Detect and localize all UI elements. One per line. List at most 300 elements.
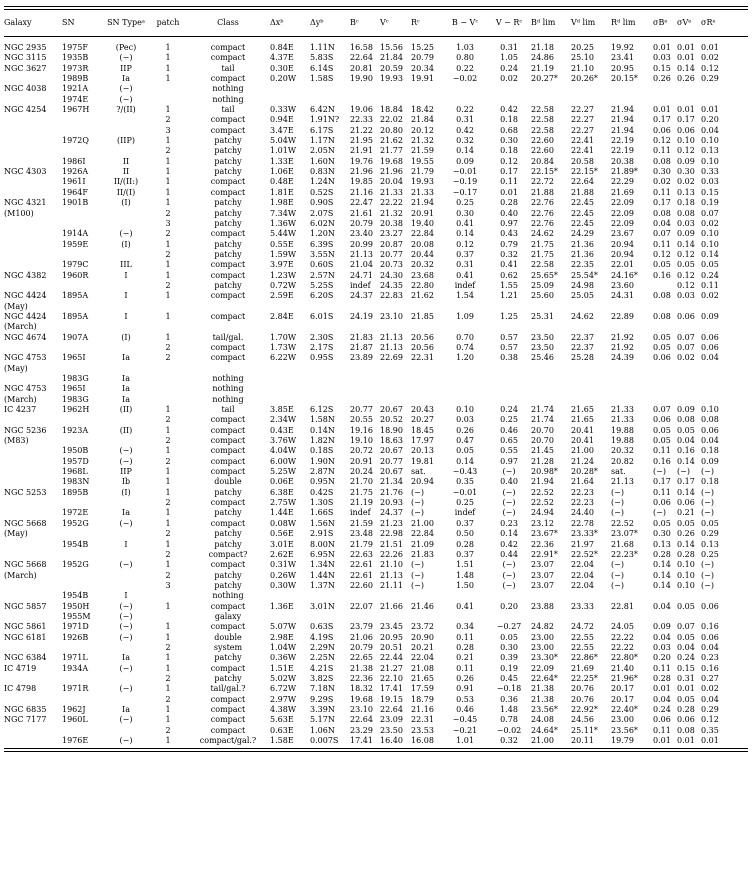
cell-blim: 23.07 xyxy=(531,580,554,590)
cell-type xyxy=(102,643,150,653)
table-row xyxy=(4,177,748,187)
table-row xyxy=(4,405,748,415)
cell-dy: 0.52S xyxy=(310,187,334,197)
cell-sr: 0.24 xyxy=(701,270,719,280)
cell-sn: 1983N xyxy=(62,477,90,487)
cell-cls: patchy xyxy=(214,208,242,218)
cell-bv: 0.25 xyxy=(456,498,474,508)
cell-vr: (−) xyxy=(502,580,516,590)
cell-sb: 0.11 xyxy=(653,446,671,456)
table-row xyxy=(4,312,748,322)
cell-galaxy: NGC 4674 xyxy=(4,332,47,342)
cell-cls: compact xyxy=(210,311,246,321)
cell-cls: patchy xyxy=(214,218,242,228)
cell-sv: 0.02 xyxy=(677,177,695,187)
cell-sr: 0.10 xyxy=(701,229,719,239)
cell-rlim: 24.16* xyxy=(611,270,638,280)
cell-dy: 6.12S xyxy=(310,405,334,415)
cell-type: I xyxy=(124,591,128,601)
cell-galaxy xyxy=(4,260,62,270)
cell-sb: 0.11 xyxy=(653,663,671,673)
cell-bv: 0.42 xyxy=(456,125,474,135)
cell-blim: 22.58 xyxy=(531,260,554,270)
cell-v xyxy=(380,395,411,405)
cell-blim: 21.94 xyxy=(531,477,554,487)
cell-vlim: 22.45 xyxy=(571,198,594,208)
cell-sb: 0.30 xyxy=(653,167,671,177)
cell-r xyxy=(411,364,443,374)
cell-dx: 0.48E xyxy=(270,177,294,187)
cell-rlim xyxy=(611,322,653,332)
table-row xyxy=(4,271,748,281)
cell-blim xyxy=(531,395,571,405)
cell-r: 20.43 xyxy=(411,405,434,415)
cell-galaxy: NGC 5668 xyxy=(4,560,47,570)
cell-rlim: 23.07* xyxy=(611,529,638,539)
table-row xyxy=(4,322,748,332)
header-dx: Δxᵇ xyxy=(270,18,284,27)
cell-r xyxy=(411,395,443,405)
cell-vlim xyxy=(571,612,611,622)
cell-galaxy xyxy=(4,343,62,353)
cell-cls: tail xyxy=(221,405,235,415)
cell-patch xyxy=(150,395,186,405)
cell-bv: 0.26 xyxy=(456,673,474,683)
cell-sv: 0.05 xyxy=(677,425,695,435)
cell-rlim: 19.79 xyxy=(611,736,634,746)
cell-type: (−) xyxy=(119,601,133,611)
cell-b: 22.60 xyxy=(350,580,373,590)
cell-type: Ia xyxy=(122,508,130,518)
cell-v xyxy=(380,84,411,94)
cell-sb: 0.02 xyxy=(653,177,671,187)
cell-bv: 0.34 xyxy=(456,622,474,632)
cell-sv xyxy=(677,384,701,394)
cell-rlim: 24.39 xyxy=(611,353,634,363)
cell-sr: 0.04 xyxy=(701,436,719,446)
cell-vlim: 22.41 xyxy=(571,136,594,146)
cell-v: 21.96 xyxy=(380,167,403,177)
cell-bv: 0.32 xyxy=(456,136,474,146)
table-body xyxy=(4,43,748,746)
cell-galaxy: NGC 5668 xyxy=(4,518,47,528)
cell-b: 21.87 xyxy=(350,342,373,352)
cell-sr: 0.16 xyxy=(701,663,719,673)
cell-patch: 3 xyxy=(165,218,171,228)
cell-patch: 1 xyxy=(165,487,171,497)
cell-sb: 0.01 xyxy=(653,43,671,52)
cell-dy xyxy=(310,612,350,622)
cell-sr: 0.29 xyxy=(701,529,719,539)
cell-dx: 6.22W xyxy=(270,353,297,363)
cell-sn: 1952G xyxy=(62,518,89,528)
cell-vr xyxy=(487,591,531,601)
cell-sn: 1972Q xyxy=(62,136,89,146)
cell-rlim xyxy=(611,84,653,94)
cell-type: IIP xyxy=(120,467,132,477)
cell-sb: 0.11 xyxy=(653,146,671,156)
cell-type: (−) xyxy=(119,663,133,673)
cell-bv: −0.43 xyxy=(452,467,478,477)
table-row xyxy=(4,477,748,487)
cell-patch: 1 xyxy=(165,332,171,342)
cell-type xyxy=(102,302,150,312)
cell-sn: 1962J xyxy=(62,705,86,714)
cell-sn xyxy=(62,250,102,260)
cell-b: 24.19 xyxy=(350,311,373,321)
cell-dx xyxy=(270,302,310,312)
cell-bv xyxy=(443,302,487,312)
cell-sr: (−) xyxy=(701,560,714,570)
cell-sr: 0.01 xyxy=(701,43,719,52)
cell-galaxy: NGC 6835 xyxy=(4,705,47,714)
cell-dx: 2.97W xyxy=(270,694,297,704)
cell-dy: 8.00N xyxy=(310,539,335,549)
cell-sb: (−) xyxy=(653,508,666,518)
cell-patch: 1 xyxy=(165,632,171,642)
cell-v xyxy=(380,322,411,332)
table-row xyxy=(4,157,748,167)
cell-type: II xyxy=(122,156,130,166)
cell-vr xyxy=(487,364,531,374)
cell-rlim: 21.94 xyxy=(611,115,634,125)
cell-bv: 0.80 xyxy=(456,53,474,63)
table-row xyxy=(4,364,748,374)
header-vr: V − Rᶜ xyxy=(495,18,523,27)
cell-bv: 1.09 xyxy=(456,311,474,321)
cell-sv: 0.16 xyxy=(677,446,695,456)
cell-dx: 1.70W xyxy=(270,332,297,342)
cell-cls: patchy xyxy=(214,198,242,208)
cell-type: IIL xyxy=(120,260,132,270)
cell-sv: 0.01 xyxy=(677,736,695,746)
cell-sn: 1965I xyxy=(62,353,86,363)
cell-dy: 6.39S xyxy=(310,239,334,249)
cell-galaxy xyxy=(4,695,62,705)
cell-rlim: 21.89* xyxy=(611,167,638,177)
cell-sb xyxy=(653,281,677,291)
cell-sn xyxy=(62,219,102,229)
table-row xyxy=(4,136,748,146)
cell-blim: 24.62 xyxy=(531,229,554,239)
cell-patch: 1 xyxy=(165,715,171,725)
cell-bv: 0.09 xyxy=(456,156,474,166)
cell-dx: 4.38W xyxy=(270,705,297,714)
cell-patch: 2 xyxy=(165,249,171,259)
cell-cls: nothing xyxy=(212,84,244,94)
cell-vr: 0.14 xyxy=(500,529,518,539)
cell-r: 21.08 xyxy=(411,663,434,673)
cell-v xyxy=(380,95,411,105)
cell-sb: 0.11 xyxy=(653,187,671,197)
cell-patch: 2 xyxy=(165,529,171,539)
cell-vr: 0.25 xyxy=(500,415,518,425)
cell-vlim: 24.62 xyxy=(571,311,594,321)
header-sr: σRᵉ xyxy=(701,18,716,27)
cell-rlim: 23.56* xyxy=(611,725,638,735)
cell-sb: 0.05 xyxy=(653,342,671,352)
cell-vlim: 23.33 xyxy=(571,601,594,611)
cell-sr: 0.16 xyxy=(701,622,719,632)
cell-vr: 0.05 xyxy=(500,632,518,642)
cell-sv: 0.03 xyxy=(677,291,695,301)
table-row xyxy=(4,643,748,653)
cell-bv: 0.26 xyxy=(456,425,474,435)
table-row xyxy=(4,550,748,560)
cell-dx: 0.26W xyxy=(270,570,297,580)
table-row xyxy=(4,426,748,436)
cell-bv: 1.54 xyxy=(456,291,474,301)
cell-type: II/(II:) xyxy=(113,177,139,187)
cell-patch: 1 xyxy=(165,539,171,549)
cell-dy: 2.17S xyxy=(310,342,334,352)
cell-dy: 4.21S xyxy=(310,663,334,673)
cell-sn: 1983G xyxy=(62,394,89,404)
cell-vlim: 22.27 xyxy=(571,105,594,115)
cell-rlim: 22.52 xyxy=(611,518,634,528)
cell-galaxy: IC 4719 xyxy=(4,663,37,673)
cell-patch: 1 xyxy=(165,518,171,528)
cell-cls: patchy xyxy=(214,508,242,518)
header-galaxy: Galaxy xyxy=(4,18,32,27)
cell-dy: 1.24N xyxy=(310,177,335,187)
cell-b: 19.06 xyxy=(350,105,373,115)
cell-vr: (−) xyxy=(502,508,516,518)
cell-type xyxy=(102,115,150,125)
cell-b xyxy=(350,374,380,384)
cell-dx: 0.56E xyxy=(270,529,294,539)
cell-type: (Pec) xyxy=(115,43,137,52)
cell-blim xyxy=(531,612,571,622)
cell-dy: 6.42N xyxy=(310,105,335,115)
cell-bv: 1.50 xyxy=(456,580,474,590)
cell-galaxy: NGC 3627 xyxy=(4,63,47,73)
cell-patch: 1 xyxy=(165,405,171,415)
cell-type: Ia xyxy=(122,705,130,714)
cell-cls: patchy xyxy=(214,249,242,259)
cell-vlim: 22.04 xyxy=(571,580,594,590)
cell-sn xyxy=(62,281,102,291)
cell-sb: 0.04 xyxy=(653,218,671,228)
cell-vr: 0.02 xyxy=(500,74,518,84)
cell-sn: 1957D xyxy=(62,456,89,466)
cell-dy: 0.83N xyxy=(310,167,335,177)
cell-dy: 1.37N xyxy=(310,580,335,590)
cell-vlim: 21.69 xyxy=(571,663,594,673)
cell-galaxy: (March) xyxy=(4,394,37,404)
cell-dy: 1.91N? xyxy=(310,115,340,125)
cell-bv: 0.14 xyxy=(456,456,474,466)
table-row xyxy=(4,622,748,632)
cell-cls: patchy xyxy=(214,570,242,580)
cell-galaxy xyxy=(4,95,62,105)
cell-v: 20.59 xyxy=(380,63,403,73)
cell-r: 19.40 xyxy=(411,218,434,228)
cell-bv: 0.28 xyxy=(456,539,474,549)
cell-rlim: (−) xyxy=(611,498,624,508)
cell-sn: 1965I xyxy=(62,384,86,394)
cell-vr: 0.43 xyxy=(500,229,518,239)
cell-sv: 0.28 xyxy=(677,705,695,714)
cell-vr: 0.20 xyxy=(500,601,518,611)
cell-sv: 0.14 xyxy=(677,63,695,73)
cell-bv: 0.28 xyxy=(456,642,474,652)
cell-dx: 0.30E xyxy=(270,63,294,73)
cell-v: 21.51 xyxy=(380,539,403,549)
cell-sr: 0.18 xyxy=(701,477,719,487)
cell-sv: 0.15 xyxy=(677,663,695,673)
cell-vr: 0.30 xyxy=(500,642,518,652)
cell-dy: 1.58N xyxy=(310,415,335,425)
cell-cls: compact xyxy=(210,601,246,611)
cell-sn: 1895B xyxy=(62,487,89,497)
cell-rlim: 21.40 xyxy=(611,663,634,673)
cell-patch: 2 xyxy=(165,570,171,580)
cell-sr: 0.04 xyxy=(701,694,719,704)
cell-rlim: 21.33 xyxy=(611,415,634,425)
cell-sv: 0.06 xyxy=(677,715,695,725)
cell-sn xyxy=(62,364,102,374)
cell-b: 21.95 xyxy=(350,136,373,146)
cell-dx: 5.63E xyxy=(270,715,294,725)
cell-r: 22.84 xyxy=(411,229,434,239)
cell-v: 24.35 xyxy=(380,280,403,290)
cell-patch xyxy=(150,322,186,332)
cell-vlim: 20.26* xyxy=(571,74,598,84)
cell-b: 22.63 xyxy=(350,549,373,559)
cell-bv: 0.41 xyxy=(456,270,474,280)
cell-sb: 0.28 xyxy=(653,549,671,559)
table-row xyxy=(4,250,748,260)
cell-bv: 0.21 xyxy=(456,653,474,663)
cell-sn xyxy=(62,550,102,560)
cell-v: 21.27 xyxy=(380,663,403,673)
cell-type: (−) xyxy=(119,84,133,94)
cell-dy: 1.11N xyxy=(310,43,335,52)
header-b: Bᶜ xyxy=(350,18,359,27)
cell-r: 18.79 xyxy=(411,694,434,704)
cell-galaxy: NGC 4753 xyxy=(4,353,47,363)
cell-vr: 0.18 xyxy=(500,146,518,156)
cell-r: 21.65 xyxy=(411,673,434,683)
cell-b: 23.79 xyxy=(350,622,373,632)
cell-sv: 0.01 xyxy=(677,53,695,63)
cell-type: Ib xyxy=(121,477,131,487)
cell-rlim: 22.22 xyxy=(611,632,634,642)
cell-type: Ia xyxy=(122,374,130,383)
cell-type xyxy=(102,322,150,332)
cell-sv: 0.05 xyxy=(677,694,695,704)
cell-bv xyxy=(443,591,487,601)
cell-vlim: 24.72 xyxy=(571,622,594,632)
cell-sn: 1955M xyxy=(62,611,91,621)
cell-blim: 24.82 xyxy=(531,622,554,632)
cell-patch: 1 xyxy=(165,270,171,280)
cell-bv: 0.74 xyxy=(456,342,474,352)
cell-sv: 0.14 xyxy=(677,456,695,466)
cell-r: 20.32 xyxy=(411,260,434,270)
cell-vr: 0.78 xyxy=(500,715,518,725)
cell-blim: 22.15* xyxy=(531,167,558,177)
cell-sr: 0.09 xyxy=(701,456,719,466)
cell-galaxy xyxy=(4,550,62,560)
cell-v: 21.33 xyxy=(380,187,403,197)
cell-vlim: 25.05 xyxy=(571,291,594,301)
cell-cls: compact xyxy=(210,663,246,673)
cell-vlim: 22.41 xyxy=(571,146,594,156)
cell-cls: compact xyxy=(210,291,246,301)
cell-galaxy: NGC 4424 xyxy=(4,291,47,301)
cell-sb: 0.05 xyxy=(653,260,671,270)
cell-sr: 0.04 xyxy=(701,125,719,135)
cell-blim: 25.31 xyxy=(531,311,554,321)
cell-type xyxy=(102,550,150,560)
header-type: SN Typeᵃ xyxy=(107,18,145,27)
cell-sr: 0.29 xyxy=(701,705,719,714)
cell-sv: 0.07 xyxy=(677,332,695,342)
cell-bv xyxy=(443,612,487,622)
cell-type: (II) xyxy=(119,405,133,415)
cell-vlim: 20.41 xyxy=(571,425,594,435)
table-row xyxy=(4,281,748,291)
cell-dx: 0.33W xyxy=(270,105,297,115)
cell-sb: 0.26 xyxy=(653,74,671,84)
cell-galaxy xyxy=(4,540,62,550)
cell-dy: 6.17S xyxy=(310,125,334,135)
cell-dx xyxy=(270,84,310,94)
cell-sv: 0.10 xyxy=(677,570,695,580)
cell-dy: 1.30S xyxy=(310,498,334,508)
cell-cls: patchy xyxy=(214,580,242,590)
cell-patch: 1 xyxy=(165,684,171,694)
cell-dy: 2.25N xyxy=(310,653,335,663)
cell-sb: 0.16 xyxy=(653,270,671,280)
cell-blim: 24.08 xyxy=(531,715,554,725)
cell-sn xyxy=(62,529,102,539)
cell-vr: 0.23 xyxy=(500,518,518,528)
cell-rlim: 23.00 xyxy=(611,715,634,725)
cell-dy: 6.14S xyxy=(310,63,334,73)
cell-galaxy xyxy=(4,240,62,250)
cell-type: (−) xyxy=(119,622,133,632)
cell-sv: 0.07 xyxy=(677,622,695,632)
cell-rlim xyxy=(611,591,653,601)
cell-sb xyxy=(653,591,677,601)
cell-blim xyxy=(531,384,571,394)
cell-sv: 0.06 xyxy=(677,125,695,135)
cell-bv: 0.12 xyxy=(456,239,474,249)
cell-rlim: 20.17 xyxy=(611,684,634,694)
cell-patch: 1 xyxy=(165,187,171,197)
cell-type xyxy=(102,726,150,736)
cell-v: 20.77 xyxy=(380,249,403,259)
cell-type: (−) xyxy=(119,53,133,63)
cell-bv: 0.46 xyxy=(456,705,474,714)
cell-v: 22.44 xyxy=(380,653,403,663)
cell-galaxy: (May) xyxy=(4,363,28,373)
cell-b: 21.59 xyxy=(350,518,373,528)
cell-r: 22.80 xyxy=(411,280,434,290)
cell-dy: 2.07S xyxy=(310,208,334,218)
cell-dy xyxy=(310,591,350,601)
cell-sv xyxy=(677,84,701,94)
cell-b: 23.40 xyxy=(350,229,373,239)
table-row xyxy=(4,209,748,219)
cell-v: 16.40 xyxy=(380,736,403,746)
cell-rlim: 20.38 xyxy=(611,156,634,166)
cell-patch: 1 xyxy=(165,477,171,487)
cell-galaxy xyxy=(4,477,62,487)
